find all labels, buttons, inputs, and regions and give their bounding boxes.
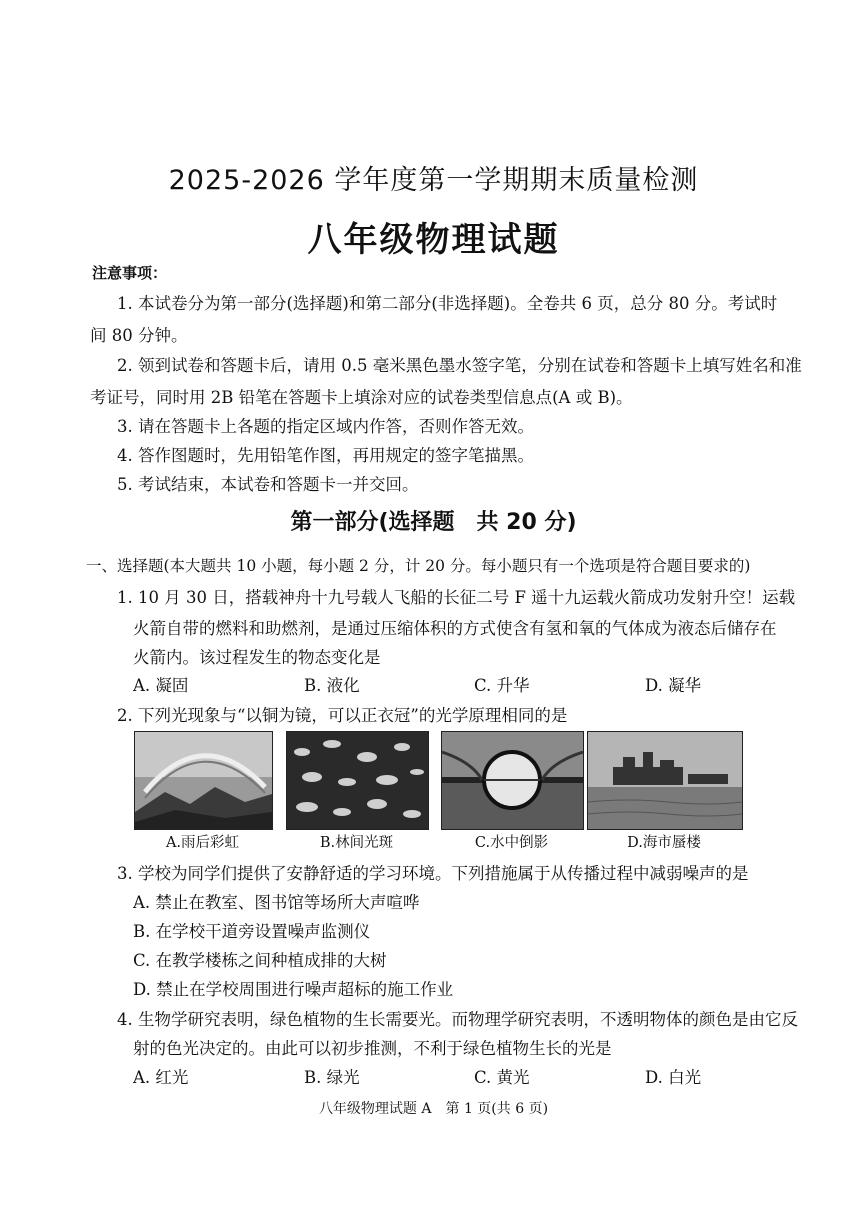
q3-option-a: A. 禁止在教室、图书馆等场所大声喧哗 bbox=[133, 893, 420, 912]
q4-option-a: A. 红光 bbox=[133, 1068, 189, 1087]
part1-heading: 第一部分(选择题 共 20 分) bbox=[290, 510, 577, 535]
q4-stem-line: 射的色光决定的。由此可以初步推测，不利于绿色植物生长的光是 bbox=[133, 1039, 612, 1058]
q4-option-c: C. 黄光 bbox=[474, 1068, 530, 1087]
rainbow-image bbox=[135, 732, 272, 829]
mirage-photo bbox=[587, 731, 743, 830]
rainbow-photo bbox=[134, 731, 273, 830]
notice-line: 1. 本试卷分为第一部分(选择题)和第二部分(非选择题)。全卷共 6 页，总分 80 分。考试时 bbox=[117, 294, 778, 313]
q4-option-d: D. 白光 bbox=[645, 1068, 702, 1087]
mirage-image bbox=[588, 732, 742, 829]
page-footer: 八年级物理试题 A 第 1 页(共 6 页) bbox=[318, 1101, 549, 1117]
q3-option-b: B. 在学校干道旁设置噪声监测仪 bbox=[133, 922, 371, 941]
q1-stem-line: 1. 10 月 30 日，搭载神舟十九号载人飞船的长征二号 F 遥十九运载火箭成功发射升空！运载 bbox=[117, 588, 796, 607]
q2-caption-c: C.水中倒影 bbox=[474, 835, 549, 851]
q1-option-d: D. 凝华 bbox=[645, 676, 702, 695]
q1-stem-line: 火箭自带的燃料和助燃剂，是通过压缩体积的方式使含有氢和氧的气体成为液态后储存在 bbox=[133, 619, 777, 638]
q3-option-d: D. 禁止在学校周围进行噪声超标的施工作业 bbox=[133, 980, 454, 999]
q2-caption-a: A.雨后彩虹 bbox=[165, 835, 240, 851]
forest-light-spots-photo bbox=[286, 731, 429, 830]
exam-subtitle: 八年级物理试题 bbox=[307, 220, 560, 260]
q1-option-a: A. 凝固 bbox=[133, 676, 189, 695]
q1-stem-line: 火箭内。该过程发生的物态变化是 bbox=[133, 648, 381, 667]
q3-option-c: C. 在教学楼栋之间种植成排的大树 bbox=[133, 951, 387, 970]
notice-line: 考证号，同时用 2B 铅笔在答题卡上填涂对应的试卷类型信息点(A 或 B)。 bbox=[90, 388, 633, 407]
notice-heading: 注意事项： bbox=[92, 264, 168, 282]
q4-option-b: B. 绿光 bbox=[304, 1068, 360, 1087]
notice-line: 4. 答作图题时，先用铅笔作图，再用规定的签字笔描黑。 bbox=[117, 446, 534, 465]
q2-caption-b: B.林间光斑 bbox=[319, 835, 394, 851]
q3-stem: 3. 学校为同学们提供了安静舒适的学习环境。下列措施属于从传播过程中减弱噪声的是 bbox=[117, 864, 749, 883]
part1-intro: 一、选择题(本大题共 10 小题，每小题 2 分，计 20 分。每小题只有一个选项是符合题目要求的) bbox=[86, 557, 751, 575]
q2-stem: 2. 下列光现象与“以铜为镜，可以正衣冠”的光学原理相同的是 bbox=[117, 706, 568, 725]
notice-line: 2. 领到试卷和答题卡后，请用 0.5 毫米黑色墨水签字笔，分别在试卷和答题卡上填写姓名和准 bbox=[117, 356, 802, 375]
q1-option-c: C. 升华 bbox=[474, 676, 530, 695]
notice-line: 3. 请在答题卡上各题的指定区域内作答，否则作答无效。 bbox=[117, 417, 534, 436]
reflection-image bbox=[442, 732, 583, 829]
notice-line: 间 80 分钟。 bbox=[90, 326, 188, 345]
exam-title: 2025-2026 学年度第一学期期末质量检测 bbox=[168, 165, 699, 196]
forest-image bbox=[287, 732, 428, 829]
notice-line: 5. 考试结束，本试卷和答题卡一并交回。 bbox=[117, 475, 419, 494]
q1-option-b: B. 液化 bbox=[304, 676, 360, 695]
water-reflection-photo bbox=[441, 731, 584, 830]
q4-stem-line: 4. 生物学研究表明，绿色植物的生长需要光。而物理学研究表明，不透明物体的颜色是由它反 bbox=[117, 1010, 798, 1029]
q2-caption-d: D.海市蜃楼 bbox=[627, 835, 701, 851]
